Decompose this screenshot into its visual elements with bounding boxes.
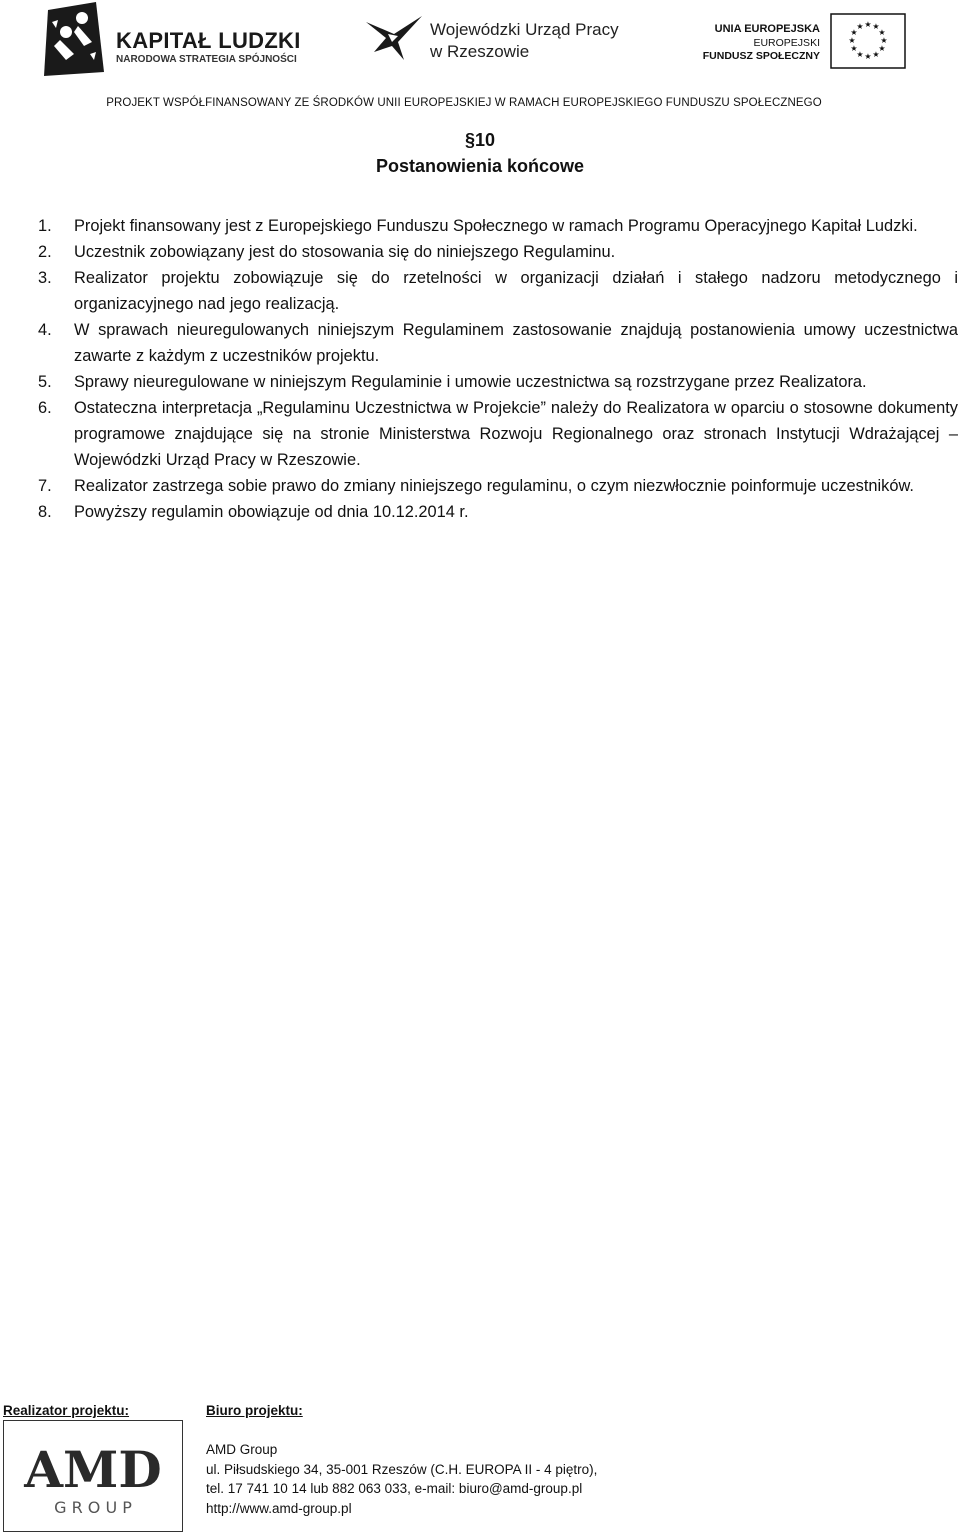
kapital-ludzki-emblem-icon — [44, 2, 108, 76]
list-item — [38, 213, 958, 239]
list-item-text: Realizator projektu zobowiązuje się do rzetelności w organizacji działań i stałego nadzoru metodycznego i organizacyjnego nad jego realizacją. — [74, 269, 958, 313]
svg-text:★: ★ — [850, 44, 858, 53]
project-cofinancing-line: PROJEKT WSPÓŁFINANSOWANY ZE ŚRODKÓW UNII EUROPEJSKIEJ W RAMACH EUROPEJSKIEGO FUNDUSZU SPOŁECZNEGO — [106, 97, 822, 109]
list-item — [38, 239, 958, 265]
contact-address: ul. Piłsudskiego 34, 35-001 Rzeszów (C.H. EUROPA II - 4 piętro), — [206, 1461, 598, 1477]
list-item-text: Realizator zastrzega sobie prawo do zmiany niniejszego regulaminu, o czym niezwłocznie poinformuje uczestników. — [74, 477, 914, 495]
amd-group-logo — [3, 1420, 183, 1532]
list-item-text: Projekt finansowany jest z Europejskiego Funduszu Społecznego w ramach Programu Operacyjnego Kapitał Ludzki. — [74, 217, 918, 235]
svg-text:★: ★ — [878, 28, 886, 37]
list-item-text: Powyższy regulamin obowiązuje od dnia 10.12.2014 r. — [74, 503, 469, 521]
svg-text:★: ★ — [850, 28, 858, 37]
list-item-text: Ostateczna interpretacja „Regulaminu Uczestnictwa w Projekcie” należy do Realizatora w oparciu o stosowne dokumenty programowe znajdujące się na stronie Ministerstwa Rozwoju Regionalnego oraz stronach Instytucji Wdrażającej – Wojewódzki Urząd Pracy w Rzeszowie. — [74, 399, 958, 469]
eu-line2: EUROPEJSKI — [753, 37, 820, 49]
amd-logo-mark — [4, 1421, 182, 1531]
svg-text:★: ★ — [848, 36, 856, 45]
list-item-number: 6. — [38, 399, 52, 417]
contact-phone-email: tel. 17 741 10 14 lub 882 063 033, e-mail: biuro@amd-group.pl — [206, 1481, 583, 1496]
list-item — [38, 473, 958, 499]
contact-website: http://www.amd-group.pl — [206, 1500, 352, 1516]
section-title: Postanowienia końcowe — [375, 156, 585, 176]
list-item-text: Uczestnik zobowiązany jest do stosowania się do niniejszego Regulaminu. — [74, 243, 616, 261]
kapital-ludzki-logo — [44, 2, 344, 76]
list-item-text: Sprawy nieuregulowane w niniejszym Regulaminie i umowie uczestnictwa są rozstrzygane przez Realizatora. — [74, 373, 867, 391]
wup-name-line2: w Rzeszowie — [430, 42, 530, 61]
svg-text:★: ★ — [872, 50, 880, 59]
list-item — [38, 317, 958, 369]
wup-bird-icon — [364, 12, 424, 62]
list-item — [38, 395, 958, 473]
wup-logo — [364, 12, 654, 68]
list-item — [38, 265, 958, 317]
list-item-number: 2. — [38, 243, 52, 261]
kapital-ludzki-subtitle: NARODOWA STRATEGIA SPÓJNOŚCI — [116, 54, 297, 65]
contact-block — [206, 1440, 597, 1518]
svg-text:★: ★ — [872, 22, 880, 31]
svg-text:★: ★ — [878, 44, 886, 53]
biuro-label: Biuro projektu: — [206, 1403, 303, 1418]
list-item-number: 1. — [38, 217, 52, 235]
svg-text:★: ★ — [856, 22, 864, 31]
list-item-number: 3. — [38, 269, 52, 287]
list-item-number: 7. — [38, 477, 52, 495]
list-item — [38, 369, 958, 395]
wup-name-line1: Wojewódzki Urząd Pracy — [430, 20, 619, 39]
amd-logo-small-text: G R O U P — [54, 1498, 132, 1517]
list-item-number: 8. — [38, 503, 52, 521]
svg-text:★: ★ — [856, 50, 864, 59]
amd-logo-big-text: AMD — [24, 1440, 162, 1499]
list-item-number: 5. — [38, 373, 52, 391]
realizator-label: Realizator projektu: — [3, 1403, 130, 1418]
eu-line3: FUNDUSZ SPOŁECZNY — [702, 50, 820, 62]
section-number: §10 — [464, 130, 496, 150]
svg-text:★: ★ — [864, 20, 872, 29]
kapital-ludzki-title: KAPITAŁ LUDZKI — [116, 28, 301, 53]
list-item-number: 4. — [38, 321, 52, 339]
svg-text:★: ★ — [880, 36, 888, 45]
eu-flag-icon — [830, 13, 906, 69]
contact-company: AMD Group — [206, 1442, 278, 1457]
provisions-list — [38, 213, 958, 525]
eu-line1: UNIA EUROPEJSKA — [714, 23, 820, 35]
list-item — [38, 499, 958, 525]
eu-logo — [702, 13, 906, 69]
list-item-text: W sprawach nieuregulowanych niniejszym Regulaminem zastosowanie znajdują postanowienia umowy uczestnictwa zawarte z każdym z uczestników projektu. — [74, 321, 958, 365]
svg-text:★: ★ — [864, 52, 872, 61]
